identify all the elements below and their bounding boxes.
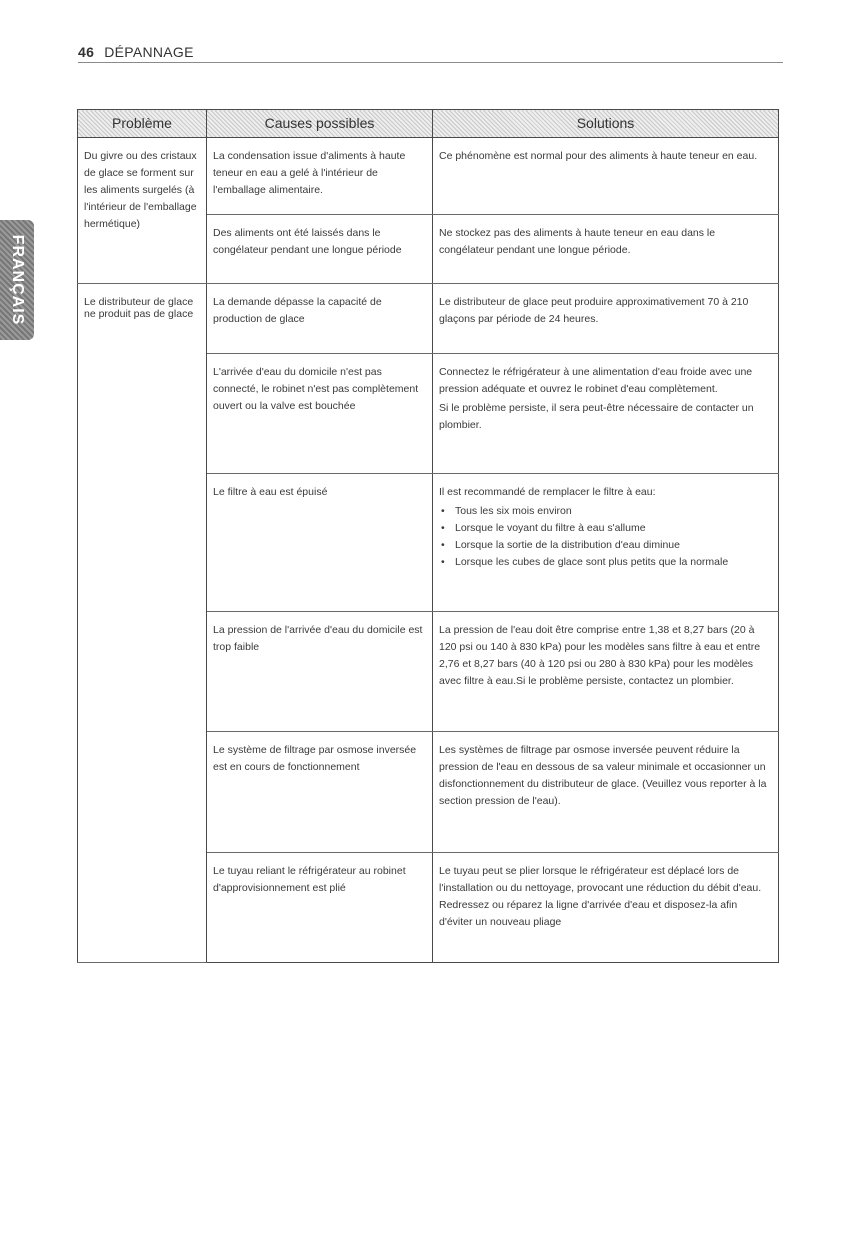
- list-item: • Lorsque le voyant du filtre à eau s'allume: [439, 520, 772, 537]
- header-solutions: Solutions: [433, 110, 779, 138]
- bullet-list: [439, 503, 772, 571]
- cause-cell: Des aliments ont été laissés dans le congélateur pendant une longue période: [207, 215, 433, 284]
- solution-cell: Le distributeur de glace peut produire approximativement 70 à 210 glaçons par période de 24 heures.: [433, 284, 779, 354]
- list-item: • Tous les six mois environ: [439, 503, 772, 520]
- cause-cell: Le tuyau reliant le réfrigérateur au robinet d'approvisionnement est plié: [207, 853, 433, 963]
- cause-cell: La pression de l'arrivée d'eau du domicile est trop faible: [207, 612, 433, 732]
- cause-cell: L'arrivée d'eau du domicile n'est pas connecté, le robinet n'est pas complètement ouvert ou la valve est bouchée: [207, 354, 433, 474]
- header-causes: Causes possibles: [207, 110, 433, 138]
- solution-text: Connectez le réfrigérateur à une alimentation d'eau froide avec une pression adéquate et ouvrez le robinet d'eau complètement.: [439, 366, 753, 395]
- section-title: DÉPANNAGE: [104, 44, 194, 60]
- solution-cell: La pression de l'eau doit être comprise entre 1,38 et 8,27 bars (20 à 120 psi ou 140 à 830 kPa) pour les modèles sans filtre à eau et entre 2,76 et 8,27 bars (40 à 120 psi ou 280 à 830 kPa) pour les modèles avec filtre à eau.Si le problème persiste, contactez un plombier.: [433, 612, 779, 732]
- cause-cell: Le filtre à eau est épuisé: [207, 474, 433, 612]
- language-label: FRANÇAIS: [9, 234, 26, 326]
- solution-cell: Les systèmes de filtrage par osmose inversée peuvent réduire la pression de l'eau en dessous de sa valeur minimale et occasionner un disfonctionnement du distributeur de glace. (Veuillez vous reporter à la section pression de l'eau).: [433, 732, 779, 853]
- cause-cell: Le système de filtrage par osmose inversée est en cours de fonctionnement: [207, 732, 433, 853]
- table-row: [78, 284, 779, 354]
- troubleshooting-table: [77, 109, 779, 963]
- solution-cell: [433, 354, 779, 474]
- page-header: [78, 44, 783, 63]
- solution-note: Si le problème persiste, il sera peut-être nécessaire de contacter un plombier.: [439, 402, 754, 431]
- table-row: [78, 138, 779, 215]
- solution-text: Il est recommandé de remplacer le filtre à eau:: [439, 486, 656, 498]
- table-header-row: [78, 110, 779, 138]
- list-item: • Lorsque la sortie de la distribution d'eau diminue: [439, 537, 772, 554]
- cause-cell: La condensation issue d'aliments à haute teneur en eau a gelé à l'intérieur de l'emballage alimentaire.: [207, 138, 433, 215]
- problem-cell: Le distributeur de glace ne produit pas de glace: [78, 284, 207, 963]
- page-number: 46: [78, 44, 95, 60]
- problem-cell: Du givre ou des cristaux de glace se forment sur les aliments surgelés (à l'intérieur de l'emballage hermétique): [78, 138, 207, 284]
- solution-cell: Ce phénomène est normal pour des aliments à haute teneur en eau.: [433, 138, 779, 215]
- list-item: • Lorsque les cubes de glace sont plus petits que la normale: [439, 554, 772, 571]
- cause-cell: La demande dépasse la capacité de production de glace: [207, 284, 433, 354]
- solution-cell: [433, 474, 779, 612]
- language-side-tab: [0, 220, 34, 340]
- solution-cell: Le tuyau peut se plier lorsque le réfrigérateur est déplacé lors de l'installation ou du nettoyage, provocant une réduction du débit d'eau. Redressez ou réparez la ligne d'arrivée d'eau et disposez-la afin d'éviter un nouveau pliage: [433, 853, 779, 963]
- header-problem: Problème: [78, 110, 207, 138]
- solution-cell: Ne stockez pas des aliments à haute teneur en eau dans le congélateur pendant une longue période.: [433, 215, 779, 284]
